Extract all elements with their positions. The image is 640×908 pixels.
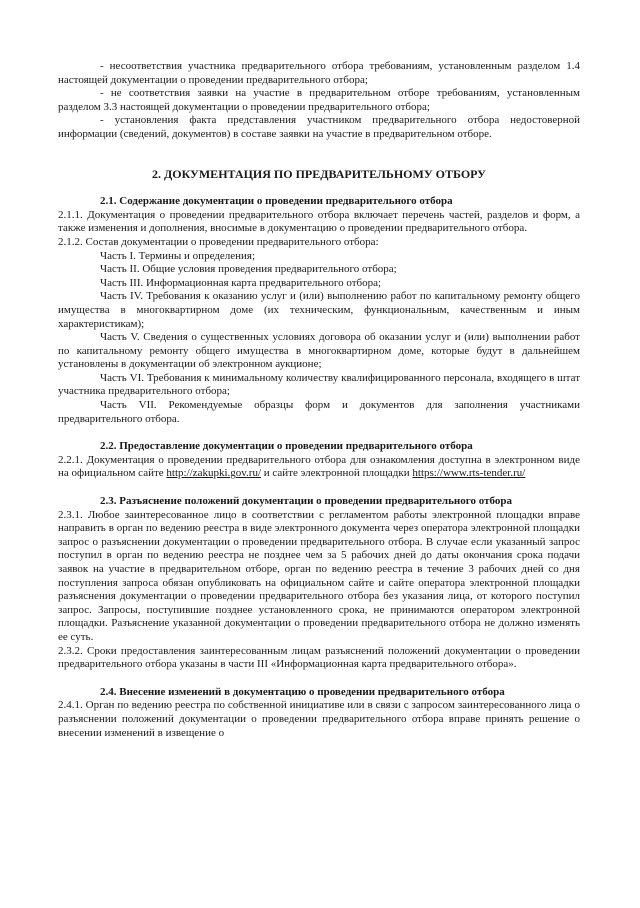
paragraph-2-2-1-mid: и сайте электронной площадки — [263, 467, 410, 480]
paragraph-2-1-1: 2.1.1. Документация о проведении предварительного отбора включает перечень частей, разделов и форм, а также изменения и дополнения, вносимые в документацию о проведении предварительного отбора. — [58, 208, 580, 235]
section-2-title: 2. ДОКУМЕНТАЦИЯ ПО ПРЕДВАРИТЕЛЬНОМУ ОТБОРУ — [152, 166, 486, 181]
part-item: Часть I. Термины и определения; — [100, 249, 256, 262]
part-item: Часть VII. Рекомендуемые образцы форм и документов для заполнения участниками предварительного отбора. — [58, 399, 580, 425]
part-item: Часть II. Общие условия проведения предварительного отбора; — [100, 263, 397, 276]
zakupki-link[interactable]: http://zakupki.gov.ru/ — [166, 467, 262, 480]
intro-item-3: - установления факта представления участником предварительного отбора недостоверной информации (сведений, документов) в составе заявки на участие в предварительном отборе. — [58, 114, 580, 140]
paragraph-2-1-2: 2.1.2. Состав документации о проведении предварительного отбора: — [58, 235, 379, 248]
part-item: Часть VI. Требования к минимальному количеству квалифицированного персонала, входящего в штат участника предварительного отбора; — [58, 371, 580, 398]
paragraph-2-3-2: 2.3.2. Сроки предоставления заинтересованным лицам разъяснений положений документации о проведении предварительного отбора указаны в части III «Информационная карта предварительного отбора». — [58, 644, 580, 671]
subsection-2-1-title: 2.1. Содержание документации о проведении предварительного отбора — [100, 195, 453, 208]
part-item: Часть IV. Требования к оказанию услуг и (или) выполнению работ по капитальному ремонту общего имущества в многоквартирном доме (их техническим, функциональным, качественным и иным характеристикам); — [58, 290, 580, 330]
paragraph-2-2-1 — [58, 454, 580, 481]
paragraph-2-4-1: 2.4.1. Орган по ведению реестра по собственной инициативе или в связи с запросом заинтересованного лица о разъяснении положений документации о проведении предварительного отбора вправе принять решение о внесении изменений в извещение о — [58, 699, 580, 739]
part-item: Часть V. Сведения о существенных условиях договора об оказании услуг и (или) выполнении работ по капитальному ремонту общего имущества в многоквартирном доме, которые будут в дальнейшем установлены в документации об электронном аукционе; — [58, 331, 580, 371]
part-item: Часть III. Информационная карта предварительного отбора; — [100, 276, 382, 289]
document-body — [58, 60, 580, 740]
subsection-2-3-title: 2.3. Разъяснение положений документации о проведении предварительного отбора — [100, 495, 512, 508]
subsection-2-4-title: 2.4. Внесение изменений в документацию о проведении предварительного отбора — [100, 685, 505, 698]
intro-item-2: - не соответствия заявки на участие в предварительном отборе требованиям, установленным разделом 3.3 настоящей документации о проведении предварительного отбора; — [58, 87, 580, 113]
subsection-2-2-title: 2.2. Предоставление документации о проведении предварительного отбора — [100, 440, 473, 453]
paragraph-2-2-1-text: 2.2.1. Документация о проведении предварительного отбора для ознакомления доступна в электронном виде на официальном сайте — [58, 453, 580, 480]
rts-tender-link[interactable]: https://www.rts-tender.ru/ — [412, 467, 526, 480]
intro-item-1: - несоответствия участника предварительного отбора требованиям, установленным разделом 1.4 настоящей документации о проведении предварительного отбора; — [58, 60, 580, 86]
paragraph-2-3-1: 2.3.1. Любое заинтересованное лицо в соответствии с регламентом работы электронной площадки вправе направить в орган по ведению реестра в виде электронного документа через оператора электронной площадки запрос о разъяснении документации о проведении предварительного отбора. В случае если указанный запрос поступил в орган по ведению реестра не позднее чем за 5 рабочих дней до даты окончания срока подачи заявок на участие в предварительном отборе, орган по ведению реестра в течение 3 рабочих дней со дня поступления запроса обязан опубликовать на официальном сайте и сайте оператора электронной площадки разъяснения документации о проведении предварительного отбора без указания лица, от которого поступил запрос. Запросы, поступившие позднее установленного срока, не принимаются оператором электронной площадки. Разъяснение указанной документации о проведении предварительного отбора не должно изменять ее суть. — [58, 508, 580, 643]
